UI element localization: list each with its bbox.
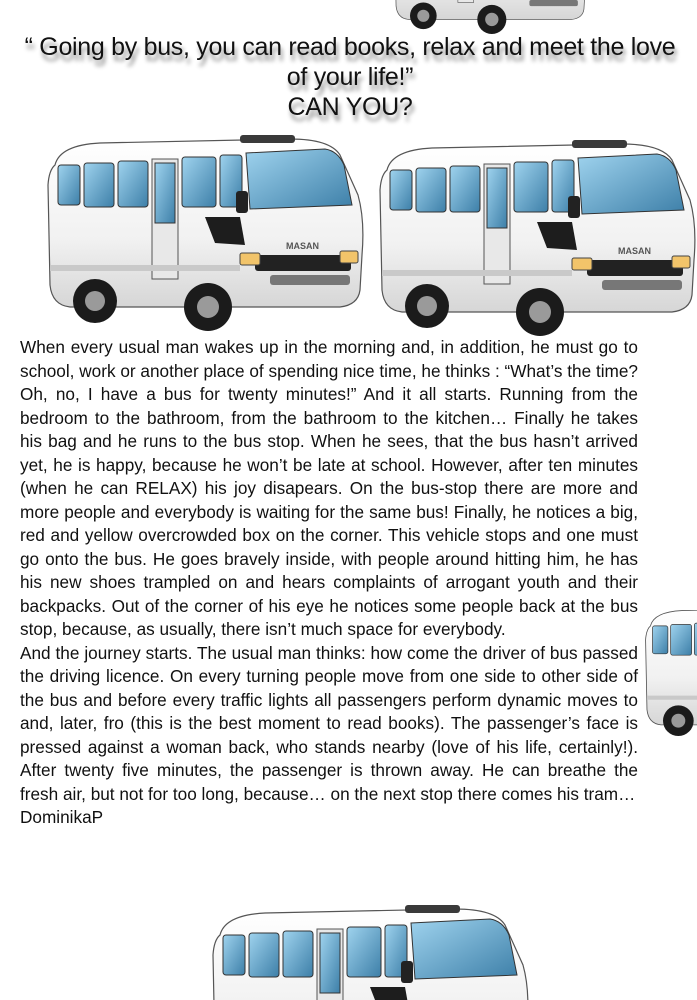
headline-question: CAN YOU? (287, 93, 413, 121)
article-author: DominikaP (20, 807, 104, 827)
article-paragraph-1: When every usual man wakes up in the morning and, in addition, he must go to school, work or another place of spending nice time, he thinks : “What’s the time? Oh, no, I have a bus for twenty minutes!” And it all starts. Running from the bedroom to the bathroom, from the bathroom to the kitchen… Finally he takes his bag and he runs to the bus stop. When he sees, that the bus hasn’t arrived yet, he is happy, because he won’t be late at school. However, after ten minutes (when he can RELAX) his joy disapears. On the bus-stop there are more and more people and everybody is waiting for the same bus! Finally, he notices a big, red and yellow overcrowded box on the corner. This vehicle stops and one must go onto the bus. He goes bravely inside, with people around hitting him, he has his new shoes trampled on and hears complaints of arrogant youth and their backpacks. Out of the corner of his eye he notices some people back at the bus stop, because, as usually, there isn’t much space for everybody. (20, 337, 638, 639)
bus-badge-left: MASAN (286, 241, 319, 251)
bus-image-right (372, 130, 697, 340)
bus-image-top (390, 0, 590, 34)
bus-image-edge (640, 598, 697, 750)
bus-badge-right: MASAN (618, 246, 651, 256)
article-paragraph-2: And the journey starts. The usual man thinks: how come the driver of bus passed the driving licence. On every turning people move from one side to other side of the bus and before every traffic lights all passengers perform dynamic moves to and, later, fro (this is the best moment to read books). The passenger’s face is pressed against a woman back, who stands nearby (love of his life, certainly!). After twenty five minutes, the passenger is thrown away. He can breathe the fresh air, but not for too long, because… on the next stop there comes his tram… (20, 642, 638, 804)
bus-image-bottom (205, 895, 535, 1000)
article-body (20, 336, 638, 830)
headline (20, 32, 680, 122)
bus-image-left (40, 125, 370, 335)
headline-quote: “ Going by bus, you can read books, relax and meet the love of your life!” (24, 33, 676, 91)
